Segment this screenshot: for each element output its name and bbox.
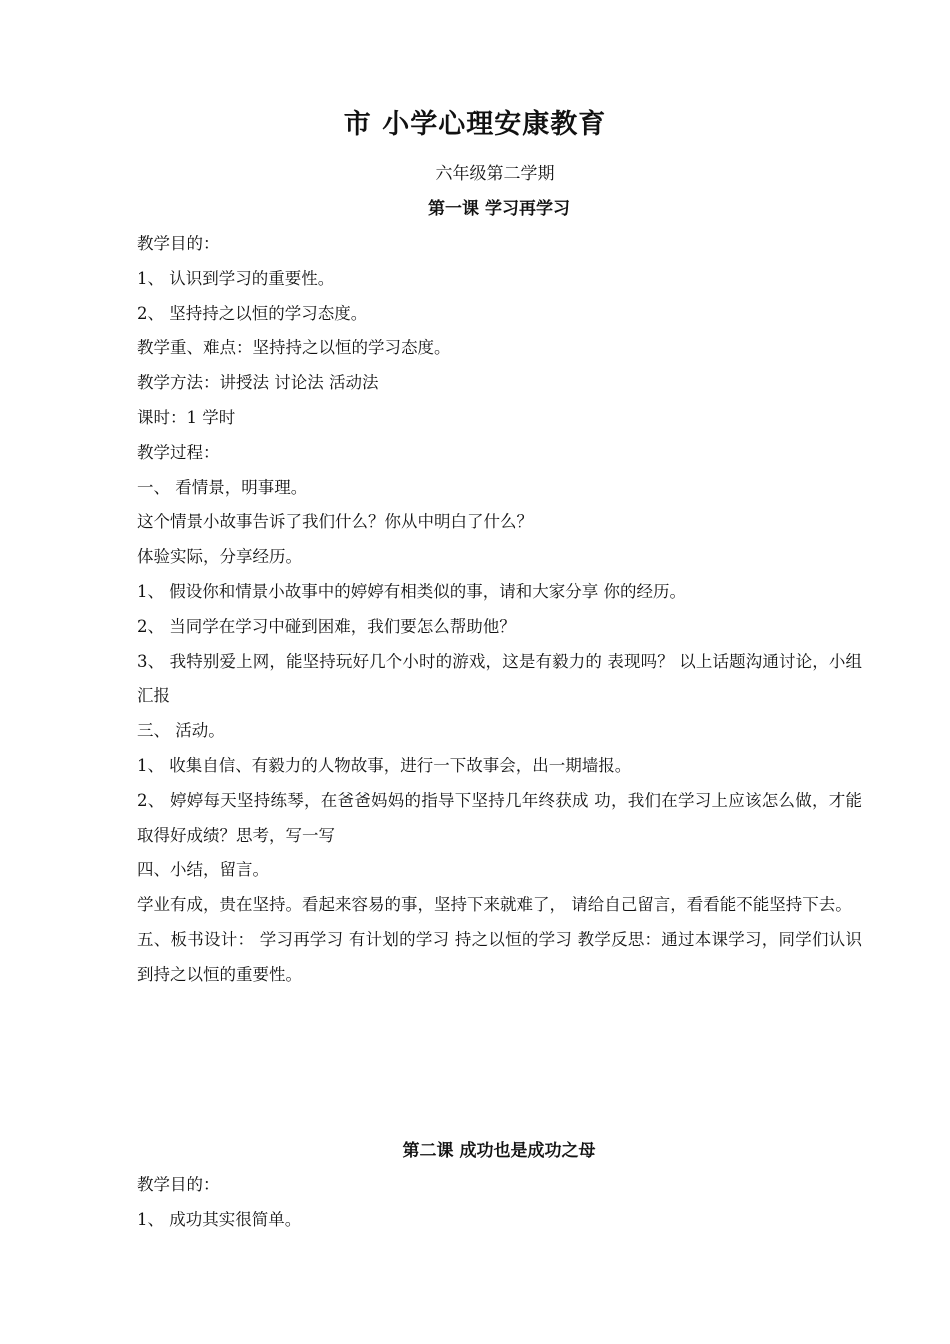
lesson2-body — [137, 1168, 862, 1238]
lesson2-goal-heading: 教学目的： — [137, 1175, 220, 1194]
lesson2-title: 第二课 成功也是成功之母 — [402, 1141, 596, 1161]
lesson1-title: 第一课 学习再学习 — [428, 199, 570, 219]
story-question: 这个情景小故事告诉了我们什么？你从中明白了什么？ — [137, 512, 533, 532]
class-hours: 课时：1 学时 — [137, 407, 236, 427]
key-points: 教学重、难点：坚持持之以恒的学习态度。 — [137, 338, 451, 358]
teaching-goal-heading: 教学目的： — [137, 234, 220, 253]
lesson2-goal-item-1: 1、 成功其实很简单。 — [137, 1209, 302, 1229]
experience-item-2: 2、 当同学在学习中碰到困难，我们要怎么帮助他？ — [137, 616, 516, 636]
lesson1-body — [137, 227, 862, 993]
teaching-process-heading: 教学过程： — [137, 442, 220, 462]
goal-item-2: 2、 坚持持之以恒的学习态度。 — [137, 303, 368, 323]
section-3-heading: 三、 活动。 — [137, 721, 225, 741]
goal-item-1: 1、 认识到学习的重要性。 — [137, 268, 335, 288]
teaching-methods: 教学方法：讲授法 讨论法 活动法 — [137, 373, 379, 393]
activity-item-1: 1、 收集自信、有毅力的人物故事，进行一下故事会，出一期墙报。 — [137, 755, 632, 775]
section-1-heading: 一、 看情景，明事理。 — [137, 477, 308, 497]
summary-text: 学业有成，贵在坚持。看起来容易的事，坚持下来就难了， 请给自己留言，看看能不能坚持下去。 — [137, 895, 852, 915]
summary-heading: 四、小结，留言。 — [137, 860, 269, 880]
document-subtitle: 六年级第二学期 — [435, 164, 555, 184]
board-design: 五、板书设计： 学习再学习 有计划的学习 持之以恒的学习 教学反思：通过本课学习，同学们认识到持之以恒的重要性。 — [137, 929, 862, 984]
experience-item-1: 1、 假设你和情景小故事中的婷婷有相类似的事，请和大家分享 你的经历。 — [137, 581, 686, 601]
experience-heading: 体验实际，分享经历。 — [137, 547, 302, 567]
activity-item-2: 2、 婷婷每天坚持练琴，在爸爸妈妈的指导下坚持几年终获成 功，我们在学习上应该怎么做，才能取得好成绩？思考，写一写 — [137, 790, 862, 845]
experience-item-3: 3、 我特别爱上网，能坚持玩好几个小时的游戏，这是有毅力的 表现吗？ 以上话题沟通讨论，小组汇报 — [137, 651, 862, 706]
document-title: 市 小学心理安康教育 — [343, 109, 607, 140]
